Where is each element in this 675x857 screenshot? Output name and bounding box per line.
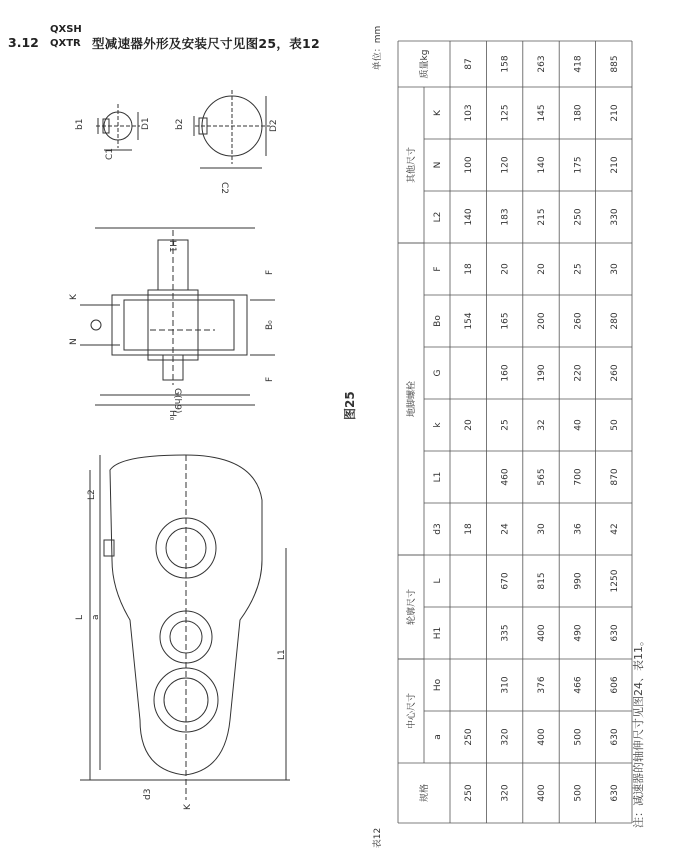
label-k-side: K (69, 294, 79, 300)
side-view (80, 228, 275, 405)
table-cell: 310 (500, 676, 511, 694)
column-header-Ho: Ho (433, 678, 443, 692)
front-view (80, 455, 290, 800)
table-cell: 376 (537, 676, 547, 694)
column-header-L2: L2 (433, 211, 443, 223)
spec-table (370, 8, 648, 850)
table-cell: 870 (609, 468, 620, 486)
label-f-top: F (265, 269, 275, 275)
label-h1: H1 (167, 240, 177, 253)
table-cell: 165 (500, 312, 511, 330)
table-cell: 145 (537, 104, 547, 122)
column-header-k: k (433, 422, 443, 428)
label-b0: B₀ (265, 320, 275, 330)
model-bottom: QXTR (50, 38, 81, 49)
table-cell: 30 (609, 263, 620, 275)
table-cell: 815 (537, 572, 547, 590)
table-cell: 400 (537, 728, 547, 746)
section-number: 3.12 (8, 35, 39, 50)
column-header-F: F (433, 266, 443, 272)
table-cell: 1250 (609, 569, 620, 593)
table-cell: 220 (573, 364, 584, 382)
table-cell: 18 (464, 523, 475, 535)
column-header-H1: H1 (433, 626, 443, 640)
table-cell: 120 (500, 156, 511, 174)
label-l1: L1 (277, 649, 287, 660)
table-cell: 250 (464, 784, 475, 802)
table-cell: 30 (537, 523, 547, 535)
label-l: L (75, 614, 85, 620)
table-cell: 32 (537, 419, 547, 431)
table-unit: 单位：mm (373, 25, 383, 71)
table-cell: 140 (464, 208, 475, 226)
table-cell: 20 (537, 263, 547, 275)
table-cell: 260 (609, 364, 620, 382)
table-note: 注：减速器的轴伸尺寸见图24、表11。 (632, 635, 645, 828)
group-header-center: 中心尺寸 (407, 692, 417, 730)
group-header-other: 其他尺寸 (407, 146, 417, 184)
table-cell: 24 (500, 523, 511, 535)
label-d1: D1 (141, 117, 151, 130)
table-cell: 606 (609, 676, 620, 694)
column-header-K: K (433, 110, 443, 116)
table-cell: 630 (609, 784, 620, 802)
table-cell: 140 (537, 156, 547, 174)
label-b2: b2 (175, 118, 185, 130)
table-cell: 418 (573, 55, 584, 73)
column-header-d3: d3 (433, 523, 443, 535)
label-k-front: K (183, 804, 193, 810)
table-cell: 175 (573, 156, 584, 174)
table-cell: 18 (464, 263, 475, 275)
table-cell: 158 (500, 55, 511, 73)
column-header-a: a (433, 734, 443, 740)
table-cell: 630 (609, 624, 620, 642)
table-cell: 500 (573, 728, 584, 746)
table-cell: 154 (464, 312, 475, 330)
column-header-L1: L1 (433, 471, 443, 483)
table-cell: 103 (464, 104, 475, 122)
table-cell: 250 (464, 728, 475, 746)
table-cell: 320 (500, 784, 511, 802)
table-cell: 335 (500, 624, 511, 642)
table-cell: 460 (500, 468, 511, 486)
table-cell: 630 (609, 728, 620, 746)
column-header-G: G (433, 369, 443, 377)
model-top: QXSH (50, 24, 82, 35)
table-cell: 160 (500, 364, 511, 382)
table-cell: 25 (500, 419, 511, 431)
table-cell: 320 (500, 728, 511, 746)
table-label: 表12 (373, 827, 383, 849)
table-cell: 215 (537, 208, 547, 226)
table-cell: 700 (573, 468, 584, 486)
label-d3: d3 (143, 788, 153, 800)
header-mass: 质量kg (420, 49, 430, 79)
table-cell: 260 (573, 312, 584, 330)
label-c1: C1 (105, 147, 115, 160)
label-n: N (69, 338, 79, 345)
group-header-bolt: 地脚螺栓 (407, 380, 417, 418)
table-cell: 466 (573, 676, 584, 694)
table-cell: 490 (573, 624, 584, 642)
table-cell: 565 (537, 468, 547, 486)
table-cell: 330 (609, 208, 620, 226)
table-cell: 500 (573, 784, 584, 802)
table-cell: 190 (537, 364, 547, 382)
label-f-bottom: F (265, 376, 275, 382)
shaft-section-large (194, 90, 270, 168)
table-cell: 180 (573, 104, 584, 122)
table-cell: 210 (609, 156, 620, 174)
table-cell: 400 (537, 624, 547, 642)
label-h0: H₀ (167, 410, 177, 421)
table-cell: 25 (573, 263, 584, 275)
table-cell: 200 (537, 312, 547, 330)
column-header-L: L (433, 578, 443, 584)
label-g: G(h9) (172, 388, 182, 414)
table-cell: 40 (573, 419, 584, 431)
table-cell: 125 (500, 104, 511, 122)
table-cell: 183 (500, 208, 511, 226)
table-cell: 100 (464, 156, 475, 174)
column-header-Bo: Bo (433, 315, 443, 327)
label-d2: D2 (269, 119, 279, 132)
table-cell: 20 (500, 263, 511, 275)
table-cell: 50 (609, 419, 620, 431)
shaft-section-small (96, 104, 140, 150)
label-c2: C2 (219, 182, 229, 195)
group-header-contour: 轮廓尺寸 (407, 588, 417, 626)
table-cell: 210 (609, 104, 620, 122)
table-cell: 263 (537, 55, 547, 73)
table-cell: 885 (609, 55, 620, 73)
column-header-N: N (433, 161, 443, 169)
table-cell: 670 (500, 572, 511, 590)
table-cell: 20 (464, 419, 475, 431)
label-b1: b1 (75, 118, 85, 130)
heading-text: 型减速器外形及安装尺寸见图25，表12 (92, 36, 320, 51)
table-cell: 36 (573, 523, 584, 535)
table-cell: 87 (464, 58, 475, 70)
table-cell: 280 (609, 312, 620, 330)
table-cell: 42 (609, 523, 620, 535)
label-l2: L2 (87, 489, 97, 500)
table-cell: 400 (537, 784, 547, 802)
table-cell: 250 (573, 208, 584, 226)
label-a: a (91, 614, 101, 620)
header-spec: 规格 (420, 783, 430, 803)
table-cell: 990 (573, 572, 584, 590)
figure-caption: 图25 (343, 391, 357, 420)
